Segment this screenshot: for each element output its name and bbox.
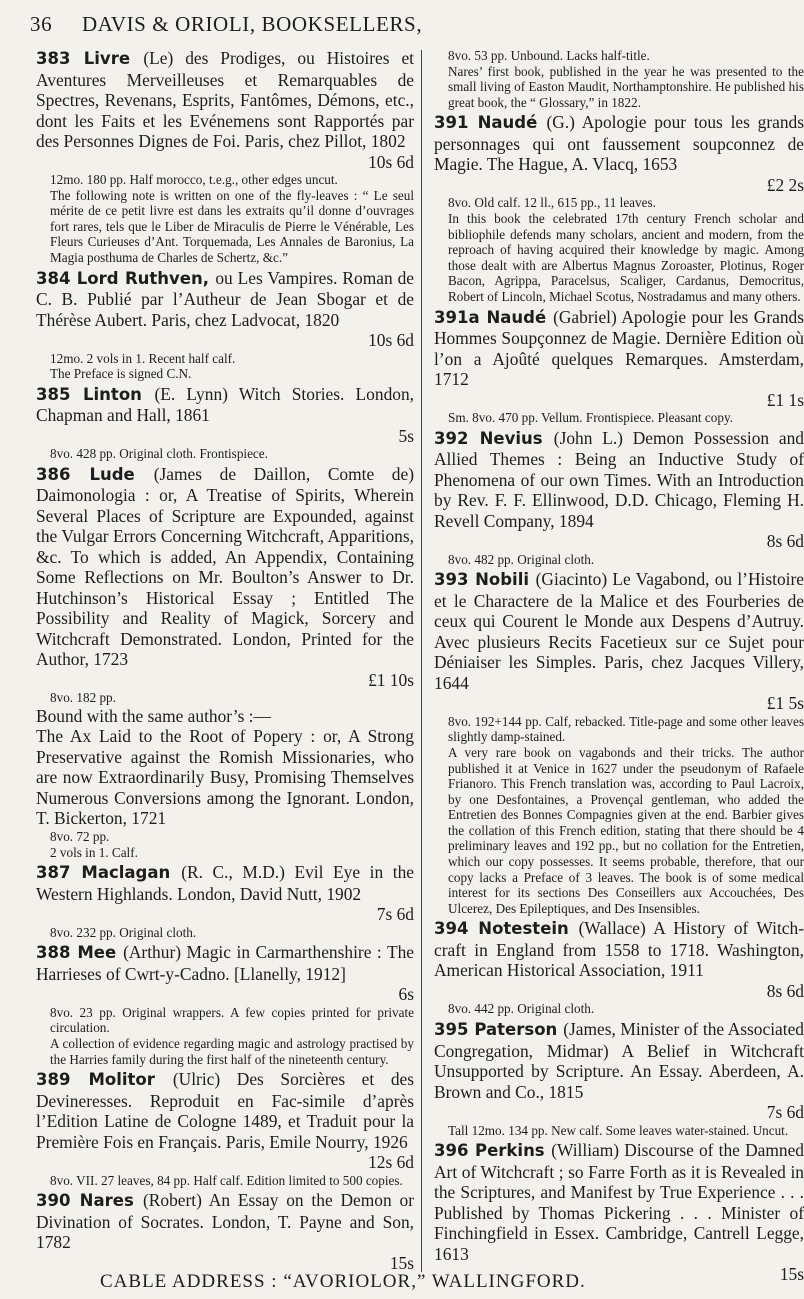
catalogue-entry bbox=[434, 48, 804, 110]
entry-title bbox=[434, 428, 804, 532]
catalogue-entry bbox=[36, 862, 414, 940]
entry-price: 8s 6d bbox=[766, 980, 804, 1001]
entry-author: Maclagan bbox=[81, 863, 182, 883]
description-line: 8vo. 23 pp. Original wrappers. A few copies printed for private circulation. bbox=[50, 1004, 414, 1036]
entry-title bbox=[36, 1069, 414, 1152]
description-line: 8vo. 72 pp. bbox=[50, 828, 110, 844]
bound-with-title: The Ax Laid to the Root of Popery : or, A Strong Preservative against the Romish Missionaries, who are now Extraordinarily Busy, Promising Themselves Numerous Conversions among the Ignorant. London, T. Bickerton, 1721 bbox=[36, 726, 414, 829]
entry-number: 394 bbox=[434, 919, 479, 939]
entry-author: Lude bbox=[89, 464, 154, 484]
entry-description bbox=[434, 48, 804, 110]
catalogue-entry bbox=[36, 1069, 414, 1188]
description-line: The following note is written on one of the fly-leaves : “ Le seul mérite de ce petit livre est dans les extraits qu’il donne d’ouvrages fort rares, tels que le Liber de Miraculis de Pierre le Vénérable, Les Fleurs Curieuses d’Ant. Torquemada, Les Annales de Baronius, La Magia posthuma de Charles de Schertz, &c.” bbox=[50, 187, 414, 265]
entry-number: 387 bbox=[36, 863, 82, 883]
entry-price-row bbox=[36, 152, 414, 173]
catalogue-entry bbox=[434, 1019, 804, 1138]
entry-description bbox=[36, 351, 414, 382]
running-title: DAVIS & ORIOLI, BOOKSELLERS, bbox=[82, 12, 423, 36]
entry-price-row bbox=[434, 693, 804, 714]
entry-text: (Wallace) A History of Witch-craft in England from 1558 to 1718. Washington, American Historical Association, 1911 bbox=[434, 918, 804, 981]
entry-price-row bbox=[36, 670, 414, 691]
cable-address: CABLE ADDRESS : “AVORIOLOR,” WALLINGFORD. bbox=[100, 1271, 586, 1292]
entry-price: 15s bbox=[779, 1264, 804, 1285]
bound-with-description bbox=[36, 829, 414, 860]
entry-price-row bbox=[434, 531, 804, 552]
description-line: 8vo. 182 pp. bbox=[50, 690, 116, 706]
catalogue-entry bbox=[434, 1140, 804, 1285]
description-line: 8vo. 482 pp. Original cloth. bbox=[448, 551, 595, 567]
description-line: Nares’ first book, published in the year he was presented to the small living of Easton Maudit, Northamptonshire. He published his great book, the “ Glossary,” in 1822. bbox=[448, 63, 804, 110]
entry-description bbox=[434, 714, 804, 917]
entry-description bbox=[36, 690, 414, 706]
entry-number: 383 bbox=[36, 49, 84, 68]
entry-description bbox=[434, 1001, 804, 1017]
entry-author: Mee bbox=[77, 943, 124, 963]
entry-text: (Arthur) Magic in Carmarthenshire : The Harrieses of Cwrt-y-Cadno. [Llanelly, 1912] bbox=[36, 942, 415, 984]
entry-price: 8s 6d bbox=[766, 531, 804, 552]
catalogue-entry bbox=[36, 942, 414, 1067]
entry-author: Naudé bbox=[477, 113, 547, 133]
entry-author: Naudé bbox=[486, 307, 554, 327]
entry-number: 393 bbox=[434, 570, 476, 590]
description-line: 8vo. 192+144 pp. Calf, rebacked. Title-page and some other leaves slightly damp-stained. bbox=[448, 713, 804, 745]
catalogue-entry bbox=[36, 464, 414, 860]
entry-title bbox=[434, 112, 804, 175]
catalogue-entry bbox=[36, 384, 414, 462]
entry-author: Lord Ruthven, bbox=[76, 268, 216, 288]
entry-text: (James, Minister of the Associated Congregation, Midmar) A Belief in Witchcraft Unsupported by Scripture. An Essay. Aberdeen, A. Brown and Co., 1815 bbox=[434, 1019, 804, 1102]
entry-text: (R. C., M.D.) Evil Eye in the Western Highlands. London, David Nutt, 1902 bbox=[36, 862, 415, 904]
entry-number: 384 bbox=[36, 268, 77, 288]
description-line: 8vo. VII. 27 leaves, 84 pp. Half calf. Edition limited to 500 copies. bbox=[50, 1172, 403, 1188]
entry-number: 388 bbox=[36, 943, 78, 963]
entry-author: Linton bbox=[83, 384, 155, 404]
description-line: 2 vols in 1. Calf. bbox=[50, 844, 138, 860]
entry-number: 391a bbox=[434, 307, 487, 327]
description-line: 12mo. 180 pp. Half morocco, t.e.g., other edges uncut. bbox=[50, 172, 338, 187]
description-line: 8vo. 428 pp. Original cloth. Frontispiece. bbox=[50, 446, 268, 462]
entry-text: (Gabriel) Apologie pour les Grands Hommes Soupçonnez de Magie. Dernière Edition où l’on a Ajoûté quelques Remarques. Amsterdam, 1712 bbox=[434, 306, 804, 390]
entry-author: Molitor bbox=[88, 1070, 173, 1090]
entry-number: 392 bbox=[434, 428, 480, 448]
catalogue-entry bbox=[434, 112, 804, 304]
entry-author: Livre bbox=[83, 49, 144, 68]
entry-description bbox=[36, 925, 414, 941]
entry-price: 5s bbox=[398, 425, 414, 446]
entry-price: £1 1s bbox=[766, 389, 804, 410]
entry-text: ou Les Vampires. Roman de C. B. Publié par l’Autheur de Jean Sbogar et de Thérèse Aubert. Paris, chez Ladvocat, 1820 bbox=[36, 267, 415, 330]
entry-author: Perkins bbox=[475, 1141, 552, 1161]
description-line: Tall 12mo. 134 pp. New calf. Some leaves water-stained. Uncut. bbox=[448, 1122, 789, 1138]
description-line: A very rare book on vagabonds and their tricks. The author published it at Venice in 1627 under the pseudonym of Rafaele Frianoro. This French translation was, according to Paul Lacroix, by one Desfontaines, a Provençal gentleman, who added the Entretien des Bonnes Compagnies given at the end. Barbier gives the collation of this French edition, stating that there should be 4 preliminary leaves and 192 pp., but no collation for the Entretien, which our copy possesses. It seems probable, therefore, that our copy lacks a Preface of 3 leaves. The book is of some medical interest for its sections Des Conseillers aux Accouchées, Des Ulcerez, Des Epileptiques, and Des Insensibles. bbox=[448, 744, 804, 916]
entry-number: 390 bbox=[36, 1191, 80, 1211]
entry-price: £2 2s bbox=[766, 174, 804, 195]
description-line: 8vo. 232 pp. Original cloth. bbox=[50, 924, 197, 940]
entry-description bbox=[36, 1173, 414, 1189]
entry-description bbox=[434, 410, 804, 426]
entry-description bbox=[434, 195, 804, 304]
entry-number: 396 bbox=[434, 1141, 476, 1161]
description-line: 8vo. Old calf. 12 ll., 615 pp., 11 leaves. bbox=[448, 195, 656, 211]
entry-price: £1 5s bbox=[766, 693, 804, 714]
entry-title bbox=[434, 918, 804, 981]
description-line: 8vo. 53 pp. Unbound. Lacks half-title. bbox=[448, 48, 650, 63]
entry-author: Nobili bbox=[475, 570, 536, 590]
entry-price-row bbox=[36, 1152, 414, 1173]
entry-price-row bbox=[36, 426, 414, 447]
entry-price: 10s 6d bbox=[368, 330, 414, 351]
column-divider bbox=[421, 50, 422, 1272]
entry-text: (Le) des Prodiges, ou Histoires et Aventures Merveilleuses et Remarquables de Spectres, Revenans, Esprits, Fantômes, Démons, etc., dont les Faits et les Evénemens sont Rapportés par des Personnes Dignes de Foi. Paris, chez Pillot, 1802 bbox=[36, 48, 415, 151]
entry-price-row bbox=[36, 330, 414, 351]
left-column bbox=[36, 48, 414, 1275]
entry-price: £1 10s bbox=[368, 669, 414, 690]
entry-author: Notestein bbox=[478, 919, 579, 939]
entry-price-row bbox=[434, 390, 804, 411]
catalogue-entry bbox=[434, 569, 804, 916]
entry-title bbox=[434, 307, 804, 390]
entry-title bbox=[36, 464, 414, 670]
entry-price: 6s bbox=[398, 984, 414, 1005]
entry-price: 10s 6d bbox=[368, 151, 414, 172]
description-line: 8vo. 442 pp. Original cloth. bbox=[448, 1001, 595, 1017]
entry-description bbox=[434, 552, 804, 568]
entry-text: (Giacinto) Le Vagabond, ou l’Histoire et le Charactere de la Malice et des Fourberies de ceux qui Courent le Monde aux Despens d’Autruy. Avec plusieurs Recits Facetieux sur ce Sujet pour Déniaiser les Simples. Paris, chez Jacques Villery, 1644 bbox=[434, 569, 804, 693]
page-header bbox=[30, 12, 770, 42]
entry-price-row bbox=[434, 175, 804, 196]
description-line: 12mo. 2 vols in 1. Recent half calf. bbox=[50, 350, 236, 366]
catalogue-entry bbox=[36, 1190, 414, 1273]
entry-title bbox=[36, 862, 414, 904]
entry-text: (James de Daillon, Comte de) Daimonologia : or, A Treatise of Spirits, Wherein Several Places of Scripture are Expounded, against the Vulgar Errors Concerning Witchcraft, Apparitions, &c. To which is added, An Appendix, Containing Some Reflections on Mr. Boulton’s Answer to Dr. Hutchinson’s Historical Essay ; Entitled The Possibility and Reality of Magick, Sorcery and Witchcraft Demonstrated. London, Printed for the Author, 1723 bbox=[36, 463, 415, 670]
description-line: The Preface is signed C.N. bbox=[50, 366, 192, 382]
entry-text: (E. Lynn) Witch Stories. London, Chapman and Hall, 1861 bbox=[36, 383, 415, 426]
entry-author: Paterson bbox=[474, 1020, 564, 1040]
entry-description bbox=[36, 172, 414, 266]
catalogue-entry bbox=[434, 918, 804, 1017]
entry-price-row bbox=[434, 981, 804, 1002]
entry-price-row bbox=[434, 1102, 804, 1123]
entry-number: 386 bbox=[36, 464, 90, 484]
entry-price-row bbox=[36, 984, 414, 1005]
entry-description bbox=[434, 1123, 804, 1139]
entry-title bbox=[36, 942, 414, 984]
entry-text: (Ulric) Des Sorcières et des Devineresses. Reproduit en Fac-simile d’après l’Edition Latine de Cologne 1489, et Traduit pour la Première Fois en Français. Paris, Emile Nourry, 1926 bbox=[36, 1069, 415, 1152]
entry-description bbox=[36, 1005, 414, 1067]
entry-title bbox=[36, 1190, 414, 1253]
entry-title bbox=[36, 384, 414, 426]
entry-text: (G.) Apologie pour tous les grands personnages qui ont faussement soupconnez de Magie. The Hague, A. Vlacq, 1653 bbox=[434, 112, 804, 175]
entry-price: 15s bbox=[389, 1252, 414, 1273]
bound-with-note: Bound with the same author’s :— bbox=[36, 705, 271, 726]
entry-description bbox=[36, 446, 414, 462]
catalogue-entry bbox=[434, 428, 804, 568]
entry-text: (John L.) Demon Possession and Allied Themes : Being an Inductive Study of Phenomena of our own Times. With an Introduction by Rev. F. F. Ellinwood, D.D. Chicago, Fleming H. Revell Company, 1894 bbox=[434, 427, 804, 531]
entry-price-row bbox=[36, 904, 414, 925]
catalogue-entry bbox=[36, 268, 414, 382]
entry-title bbox=[434, 1019, 804, 1102]
catalogue-entry bbox=[36, 48, 414, 266]
page-number: 36 bbox=[30, 12, 53, 36]
entry-number: 389 bbox=[36, 1070, 89, 1090]
catalogue-entry bbox=[434, 307, 804, 426]
entry-author: Nares bbox=[79, 1191, 143, 1211]
description-line: Sm. 8vo. 470 pp. Vellum. Frontispiece. Pleasant copy. bbox=[448, 410, 733, 426]
right-column bbox=[434, 48, 804, 1287]
entry-number: 391 bbox=[434, 113, 478, 133]
entry-price: 12s 6d bbox=[368, 1152, 414, 1173]
entry-text: (Robert) An Essay on the Demon or Divination of Socrates. London, T. Payne and Son, 1782 bbox=[36, 1190, 415, 1253]
entry-author: Nevius bbox=[479, 428, 554, 448]
entry-price: 7s 6d bbox=[376, 904, 414, 925]
entry-title bbox=[434, 1140, 804, 1264]
entry-title bbox=[36, 268, 414, 331]
entry-price: 7s 6d bbox=[766, 1102, 804, 1123]
entry-title bbox=[434, 569, 804, 693]
entry-number: 395 bbox=[434, 1020, 475, 1040]
entry-number: 385 bbox=[36, 384, 84, 404]
entry-text: (William) Discourse of the Damned Art of Witchcraft ; so Farre Forth as it is Revealed in the Scriptures, and Manifest by True Experience . . . Published by Thomas Pickering . . . Minister of Finchingfield in Essex. Cambridge, Cantrell Legge, 1613 bbox=[434, 1140, 804, 1264]
description-line: A collection of evidence regarding magic and astrology practised by the Harries family during the first half of the nineteenth century. bbox=[50, 1035, 414, 1067]
entry-title bbox=[36, 48, 414, 152]
description-line: In this book the celebrated 17th century French scholar and bibliophile defends many scholars, ancient and modern, from the reproach of having acquired their knowledge by magic. Among those dealt with are Albertus Magnus Zoroaster, Plotinus, Roger Bacon, Agrippa, Paracelsus, Scaliger, Cardanus, Democritus, Robert of Lincoln, Michael Scotus, Nostradamus and many others. bbox=[448, 210, 804, 304]
